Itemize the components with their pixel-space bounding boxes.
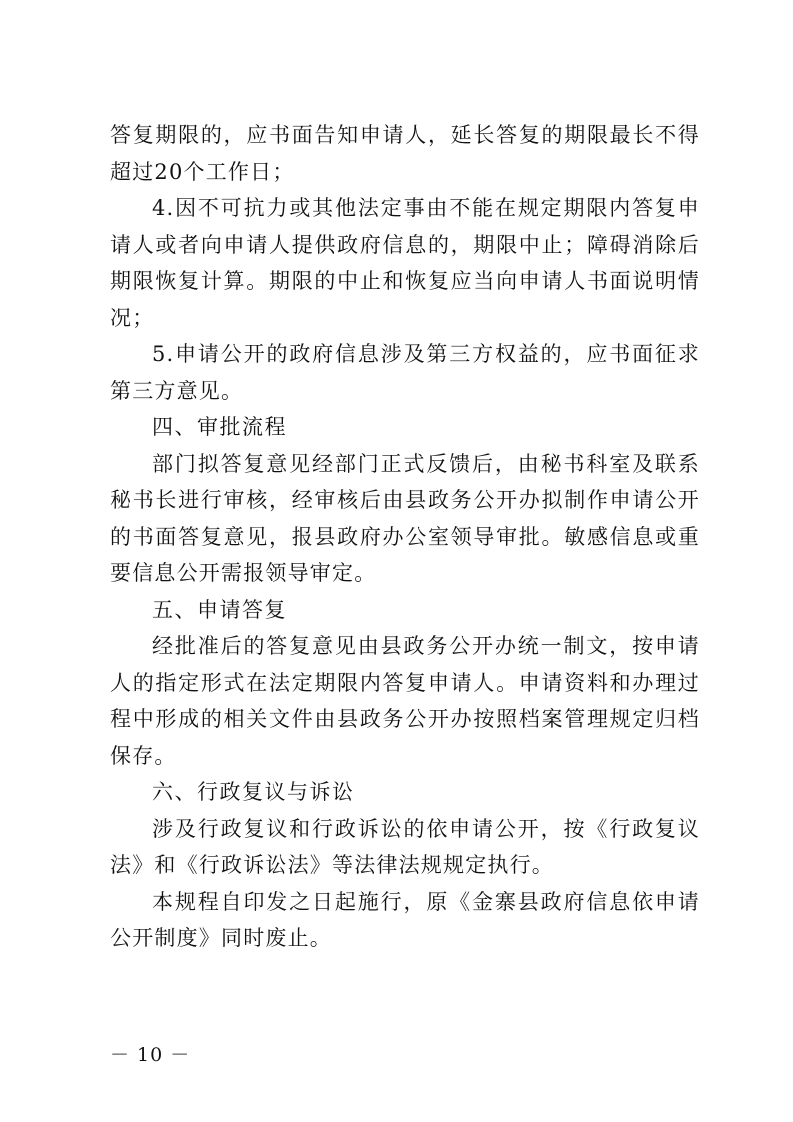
paragraph-application-reply: 经批准后的答复意见由县政务公开办统一制文，按申请人的指定形式在法定期限内答复申请人。申请资料和办理过程中形成的相关文件由县政务公开办按照档案管理规定归档保存。 — [110, 634, 700, 768]
section-heading-approval-process: 四、审批流程 — [152, 415, 287, 439]
section-heading-application-reply: 五、申请答复 — [152, 597, 287, 622]
paragraph-approval-process: 部门拟答复意见经部门正式反馈后，由秘书科室及联系秘书长进行审核，经审核后由县政务公开办拟制作申请公开的书面答复意见，报县政府办公室领导审批。敏感信息或重要信息公开需报领导审定。 — [110, 451, 700, 585]
page-number: － 10 － — [110, 1044, 191, 1066]
paragraph-item-5-third-party: 5.申请公开的政府信息涉及第三方权益的，应书面征求第三方意见。 — [110, 342, 700, 403]
paragraph-answer-deadline-continued: 答复期限的，应书面告知申请人，延长答复的期限最长不得超过20个工作日； — [110, 123, 700, 184]
paragraph-review-litigation: 涉及行政复议和行政诉讼的依申请公开，按《行政复议法》和《行政诉讼法》等法律法规规定执行。 — [110, 816, 700, 877]
paragraph-effective-date: 本规程自印发之日起施行，原《金寨县政府信息依申请公开制度》同时废止。 — [110, 889, 700, 950]
document-body — [110, 117, 700, 957]
section-heading-review-litigation: 六、行政复议与诉讼 — [152, 780, 355, 804]
paragraph-item-4-suspension: 4.因不可抗力或其他法定事由不能在规定期限内答复申请人或者向申请人提供政府信息的，期限中止；障碍消除后期限恢复计算。期限的中止和恢复应当向申请人书面说明情况； — [110, 196, 700, 330]
